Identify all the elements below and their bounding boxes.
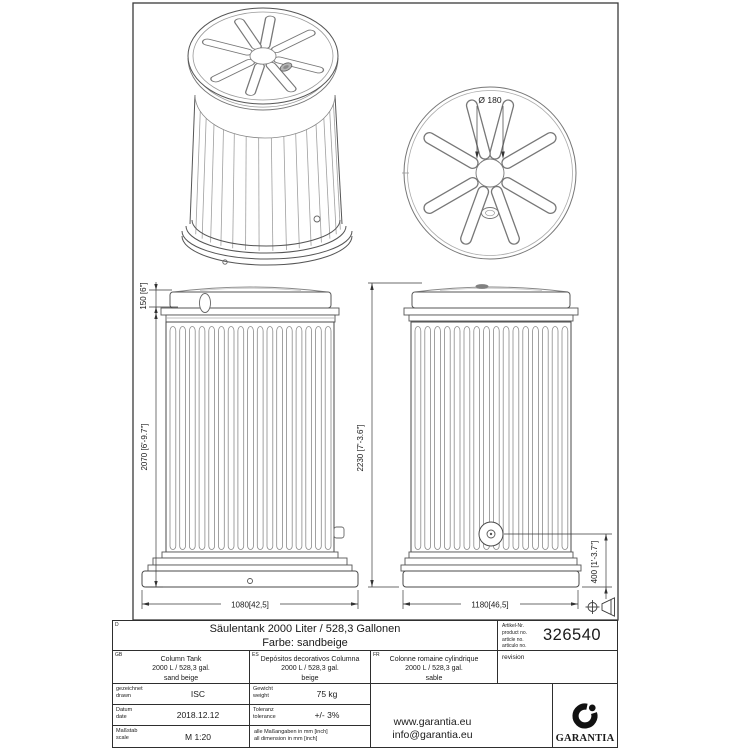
dim-label-diameter: Ø 180	[478, 95, 502, 105]
scale-labels: Maßstab scale	[116, 728, 138, 741]
base-drain-front	[248, 579, 253, 584]
front-elevation-view	[139, 282, 358, 610]
lid-plug-front	[200, 294, 211, 313]
date-labels: Datum date	[116, 707, 133, 720]
units-note-cell	[250, 726, 370, 747]
side-tap-detail	[314, 216, 320, 222]
title-cell	[113, 621, 497, 650]
lid-center-opening	[250, 48, 276, 64]
website-link[interactable]: www.garantia.eu	[393, 716, 472, 728]
dim-label-front-width: 1080[42,5]	[231, 600, 269, 610]
rear-elevation-view	[356, 283, 612, 610]
side-tap-front	[334, 527, 344, 538]
date-cell	[113, 705, 249, 725]
scale-cell	[113, 726, 249, 747]
language-code-es: ES	[252, 652, 259, 658]
drawn-value: ISC	[190, 689, 206, 699]
article-number-cell	[498, 621, 617, 650]
first-angle-projection-icon	[586, 598, 615, 616]
contact-cell	[371, 684, 552, 747]
drawn-cell	[113, 684, 249, 704]
scale-value: M 1:20	[185, 731, 211, 742]
lid-plug-rear	[476, 284, 489, 289]
article-number: 326540	[542, 626, 602, 644]
revision-label: revision	[502, 654, 525, 661]
perspective-view	[182, 8, 352, 265]
weight-labels: Gewicht weight	[253, 686, 273, 699]
tolerance-labels: Toleranz tolerance	[253, 707, 276, 720]
revision-cell	[498, 651, 617, 683]
drawn-labels: gezeichnet drawn	[116, 686, 143, 699]
lid-plug-top	[482, 208, 499, 219]
brand-wordmark: GARANTIA	[555, 733, 615, 744]
title-block	[112, 620, 618, 748]
dim-label-lid-height: 150 [6"]	[139, 282, 148, 310]
lang-cell-es: ES Depósitos decorativos Columna 2000 L / 528,3 gal. beige	[250, 651, 370, 683]
dim-label-tap-height: 400 [1'-3.7"]	[590, 540, 599, 584]
language-code-gb: GB	[115, 652, 123, 658]
tolerance-value: +/- 3%	[314, 710, 340, 720]
tolerance-cell	[250, 705, 370, 725]
lang-cell-fr: FR Colonne romaine cylindrique 2000 L / 528,3 gal. sable	[371, 651, 497, 683]
dim-label-body-height: 2070 [6'-9.7"]	[140, 423, 149, 471]
lang-cell-gb: GB Column Tank 2000 L / 528,3 gal. sand beige	[113, 651, 249, 683]
brand-cell	[553, 684, 617, 747]
product-color: Farbe: sandbeige	[262, 636, 348, 649]
top-view	[402, 87, 576, 259]
weight-cell	[250, 684, 370, 704]
language-code-d: D	[115, 622, 119, 628]
dim-label-total-height: 2230 [7'-3.6"]	[356, 424, 365, 472]
units-note: alle Maßangaben in mm [inch] all dimension in mm [inch]	[254, 729, 328, 742]
date-value: 2018.12.12	[176, 710, 220, 720]
email-link[interactable]: info@garantia.eu	[392, 729, 473, 741]
dim-label-rear-width: 1180[46,5]	[471, 600, 509, 610]
article-number-labels: Artikel-Nr. product no. article no. articulo no.	[502, 623, 528, 650]
garantia-logo-icon	[570, 700, 600, 732]
language-code-fr: FR	[373, 652, 380, 658]
lid-center-opening-top	[476, 159, 504, 187]
weight-value: 75 kg	[316, 689, 338, 699]
product-title: Säulentank 2000 Liter / 528,3 Gallonen	[209, 622, 401, 635]
